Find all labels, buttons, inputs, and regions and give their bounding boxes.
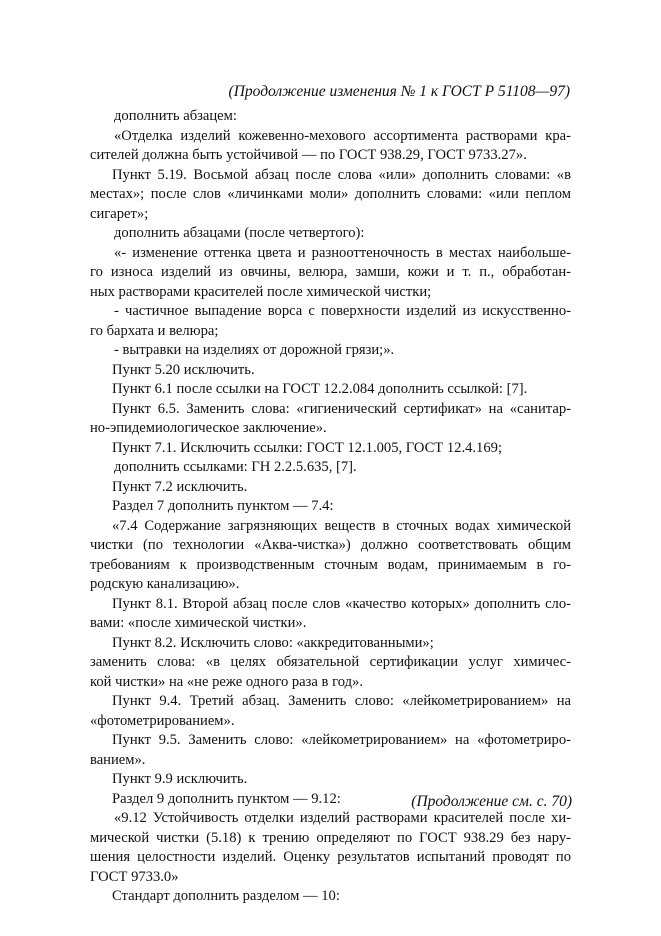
text-line: требованиям к производственным сточным водам, принимаемым в го- [90, 556, 571, 573]
text-line: Пункт 9.5. Заменить слово: «лейкометрированием» на «фотометриро- [112, 732, 571, 748]
text-line: местах»; после слов «личинками моли» дополнить словами: «или пеплом [90, 186, 571, 202]
text-line: «- изменение оттенка цвета и разнооттеночность в местах наибольше- [114, 244, 571, 261]
text-line: Пункт 8.2. Исключить слово: «аккредитованными»; [112, 634, 434, 651]
continuation-header: (Продолжение изменения № 1 к ГОСТ Р 51108—97) [228, 83, 570, 100]
text-line: Пункт 6.5. Заменить слова: «гигиенический сертификат» на «санитар- [112, 400, 571, 417]
text-line: Пункт 5.20 исключить. [112, 361, 255, 378]
text-line: Пункт 9.9 исключить. [112, 771, 248, 787]
text-line: дополнить абзацами (после четвертого): [114, 225, 365, 241]
text-line: «фотометрированием». [90, 712, 235, 729]
text-line: дополнить абзацем: [114, 108, 237, 124]
text-line: Пункт 7.1. Исключить ссылки: ГОСТ 12.1.005, ГОСТ 12.4.169; [112, 439, 503, 456]
text-line: - частичное выпадение ворса с поверхности изделий из искусственно- [114, 303, 571, 319]
text-line: сителей должна быть устойчивой — по ГОСТ 938.29, ГОСТ 9733.27». [90, 147, 527, 163]
text-line: вами: «после химической чистки». [90, 615, 307, 631]
text-line: Пункт 7.2 исключить. [112, 478, 248, 495]
text-line: чистки (по технологии «Аква-чистка») должно соответствовать общим [90, 537, 571, 553]
text-line: Пункт 6.1 после ссылки на ГОСТ 12.2.084 дополнить ссылкой: [7]. [112, 381, 528, 397]
text-line: Раздел 7 дополнить пунктом — 7.4: [112, 498, 334, 514]
text-line: родскую канализацию». [90, 576, 240, 592]
text-line: Раздел 9 дополнить пунктом — 9.12: [112, 790, 341, 807]
text-line: го износа изделий из овчины, велюра, замши, кожи и т. п., обработан- [90, 264, 571, 280]
text-line: Стандарт дополнить разделом — 10: [112, 888, 340, 904]
text-line: ванием». [90, 751, 146, 768]
text-line: сигарет»; [90, 205, 149, 222]
continuation-footer: (Продолжение см. с. 70) [411, 793, 572, 810]
text-line: Пункт 9.4. Третий абзац. Заменить слово: «лейкометрированием» на [112, 693, 571, 709]
text-line: Пункт 5.19. Восьмой абзац после слова «или» дополнить словами: «в [112, 166, 571, 183]
text-line: ных растворами красителей после химической чистки; [90, 283, 432, 300]
text-line: «7.4 Содержание загрязняющих веществ в сточных водах химической [112, 517, 571, 534]
text-line: заменить слова: «в целях обязательной сертификации услуг химичес- [90, 654, 571, 670]
text-line: «9.12 Устойчивость отделки изделий растворами красителей после хи- [114, 810, 571, 826]
text-line: кой чистки» на «не реже одного раза в год». [90, 673, 363, 690]
text-line: дополнить ссылками: ГН 2.2.5.635, [7]. [114, 459, 357, 475]
document-body [90, 107, 571, 907]
text-line: мической чистки (5.18) к трению определяют по ГОСТ 938.29 без нару- [90, 829, 571, 846]
text-line: го бархата и велюра; [90, 322, 219, 339]
text-line: но-эпидемиологическое заключение». [90, 420, 327, 436]
text-line: шения целостности изделий. Оценку результатов испытаний проводят по [90, 849, 571, 865]
text-line: «Отделка изделий кожевенно-мехового ассортимента растворами кра- [114, 127, 571, 144]
text-line: Пункт 8.1. Второй абзац после слов «качество которых» дополнить сло- [112, 595, 571, 612]
text-line: ГОСТ 9733.0» [90, 868, 179, 885]
text-line: - вытравки на изделиях от дорожной грязи;». [114, 342, 395, 358]
